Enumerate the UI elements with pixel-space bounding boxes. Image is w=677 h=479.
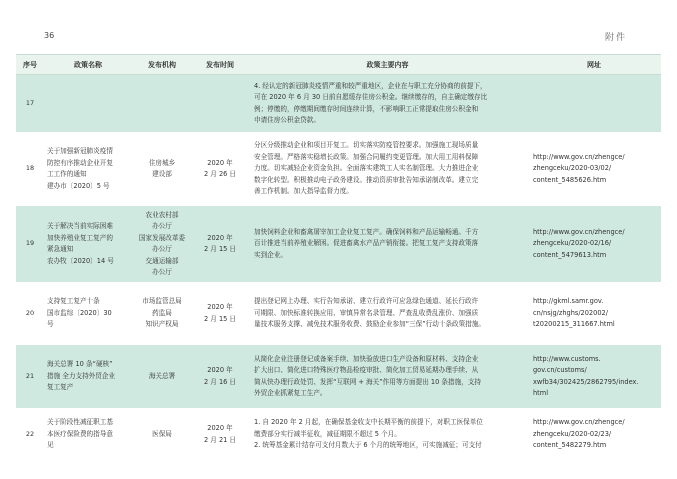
table-row: [16, 409, 661, 461]
cell-agency: 市场监管总局 药监局 知识产权局: [132, 283, 192, 345]
cell-content: 从简化企业注册登记或备案手续、加快验放进口生产设备和原材料、支持企业 扩大出口、简化进口特殊医疗物品检疫审批、简化加工贸易延期办理手续、从 简从快办理行政处罚、发挥“互联网 + 海关”作用等方面提出 10 条措施，支持 外贸企业抓紧复工生产。: [248, 345, 527, 409]
cell-agency: 住房城乡 建设部: [132, 133, 192, 206]
cell-content: 分区分级推动企业和项目开复工。切实落实防疫管控要求。加强施工现场质量 安全管理。严格落实稳增长政策。加强合同履约变更管理。加大用工用料保障 力度。切实减轻企业资金负担。全面落实建筑工人实名制管理。大力推进企业 数字化转型。积极推动电子政务建设。推动资质审批告知承诺制改革。建立完 善工作机制。加大指导监督力度。: [248, 133, 527, 206]
cell-name: 海关总署 10 条“硬核” 措施 全力支持外贸企业 复工复产: [44, 345, 132, 409]
cell-name: 支持复工复产十条 国市监综〔2020〕30 号: [44, 283, 132, 345]
table-row: [16, 283, 661, 345]
cell-content: 提出登记网上办理、实行告知承诺、建立行政许可应急绿色通道、延长行政许 可期限、加快标准转换应用、审慎异常名录管理、严查乱收费乱涨价、加强质 量技术服务支撑、减免技术服务收费、鼓励企业参加“三保”行动十条政策措施。: [248, 283, 527, 345]
appendix-label: 附件: [604, 33, 627, 43]
cell-content: 加快饲料企业和畜禽屠宰加工企业复工复产。确保饲料和产品运输畅通。千方 百计推进当前养殖业解困。促进畜禽水产品产销衔接。把复工复产支持政策落 实到企业。: [248, 206, 527, 283]
cell-content: 1. 自 2020 年 2 月起，在确保基金收支中长期平衡的前提下，对职工医保单位 缴费部分实行减半征收，减征期限不超过 5 个月。 2. 统筹基金累计结存可支付月数大于 6 个月的统筹地区，可实施减征；可支付: [248, 409, 527, 461]
cell-name: [44, 75, 132, 133]
cell-agency: [132, 75, 192, 133]
table-row: [16, 345, 661, 409]
table-row: [16, 206, 661, 283]
cell-url[interactable]: http://www.gov.cn/zhengce/ zhengceku/2020-02/16/ content_5479613.htm: [527, 206, 661, 283]
cell-date: 2020 年 2 月 16 日: [192, 345, 248, 409]
column-header-num: 序号: [16, 55, 44, 75]
column-header-content: 政策主要内容: [248, 55, 527, 75]
cell-url: [527, 75, 661, 133]
cell-agency: 海关总署: [132, 345, 192, 409]
page-number: 36: [44, 31, 55, 40]
column-header-name: 政策名称: [44, 55, 132, 75]
cell-url[interactable]: http://www.customs. gov.cn/customs/ xwfb34/302425/2862795/index. html: [527, 345, 661, 409]
cell-content: 4. 经认定的新冠肺炎疫情严重和较严重地区，企业在与职工充分协商的前提下， 可在 2020 年 6 月 30 日前自愿缓存住房公积金。继续缴存的，自主确定缴存比 例；停缴的，停缴期间缴存时间连续计算，不影响职工正常提取住房公积金和 申请住房公积金贷款。: [248, 75, 527, 133]
cell-date: 2020 年 2 月 15 日: [192, 206, 248, 283]
policy-table: [16, 54, 661, 461]
cell-url[interactable]: http://www.gov.cn/zhengce/ zhengceku/2020-03/02/ content_5485626.htm: [527, 133, 661, 206]
table-row: [16, 133, 661, 206]
cell-num: 17: [16, 75, 44, 133]
cell-date: 2020 年 2 月 15 日: [192, 283, 248, 345]
cell-date: 2020 年 2 月 26 日: [192, 133, 248, 206]
cell-num: 19: [16, 206, 44, 283]
table-row: [16, 75, 661, 133]
table-header-row: [16, 55, 661, 75]
cell-num: 22: [16, 409, 44, 461]
cell-name: 关于解决当前实际困难 加快养殖业复工复产的 紧急通知 农办牧〔2020〕14 号: [44, 206, 132, 283]
column-header-agency: 发布机构: [132, 55, 192, 75]
column-header-url: 网址: [527, 55, 661, 75]
cell-name: 关于加强新冠肺炎疫情 防控有序推动企业开复 工工作的通知 建办市〔2020〕5 号: [44, 133, 132, 206]
column-header-date: 发布时间: [192, 55, 248, 75]
cell-num: 18: [16, 133, 44, 206]
cell-url[interactable]: http://gkml.samr.gov. cn/nsjg/zhghs/202002/ t20200215_311667.html: [527, 283, 661, 345]
cell-date: [192, 75, 248, 133]
cell-agency: 医保局: [132, 409, 192, 461]
cell-name: 关于阶段性减征职工基 本医疗保险费的指导意 见: [44, 409, 132, 461]
cell-url[interactable]: http://www.gov.cn/zhengce/ zhengceku/2020-02/23/ content_5482279.htm: [527, 409, 661, 461]
cell-agency: 农业农村部 办公厅 国家发展改革委 办公厅 交通运输部 办公厅: [132, 206, 192, 283]
cell-num: 21: [16, 345, 44, 409]
cell-date: 2020 年 2 月 21 日: [192, 409, 248, 461]
cell-num: 20: [16, 283, 44, 345]
